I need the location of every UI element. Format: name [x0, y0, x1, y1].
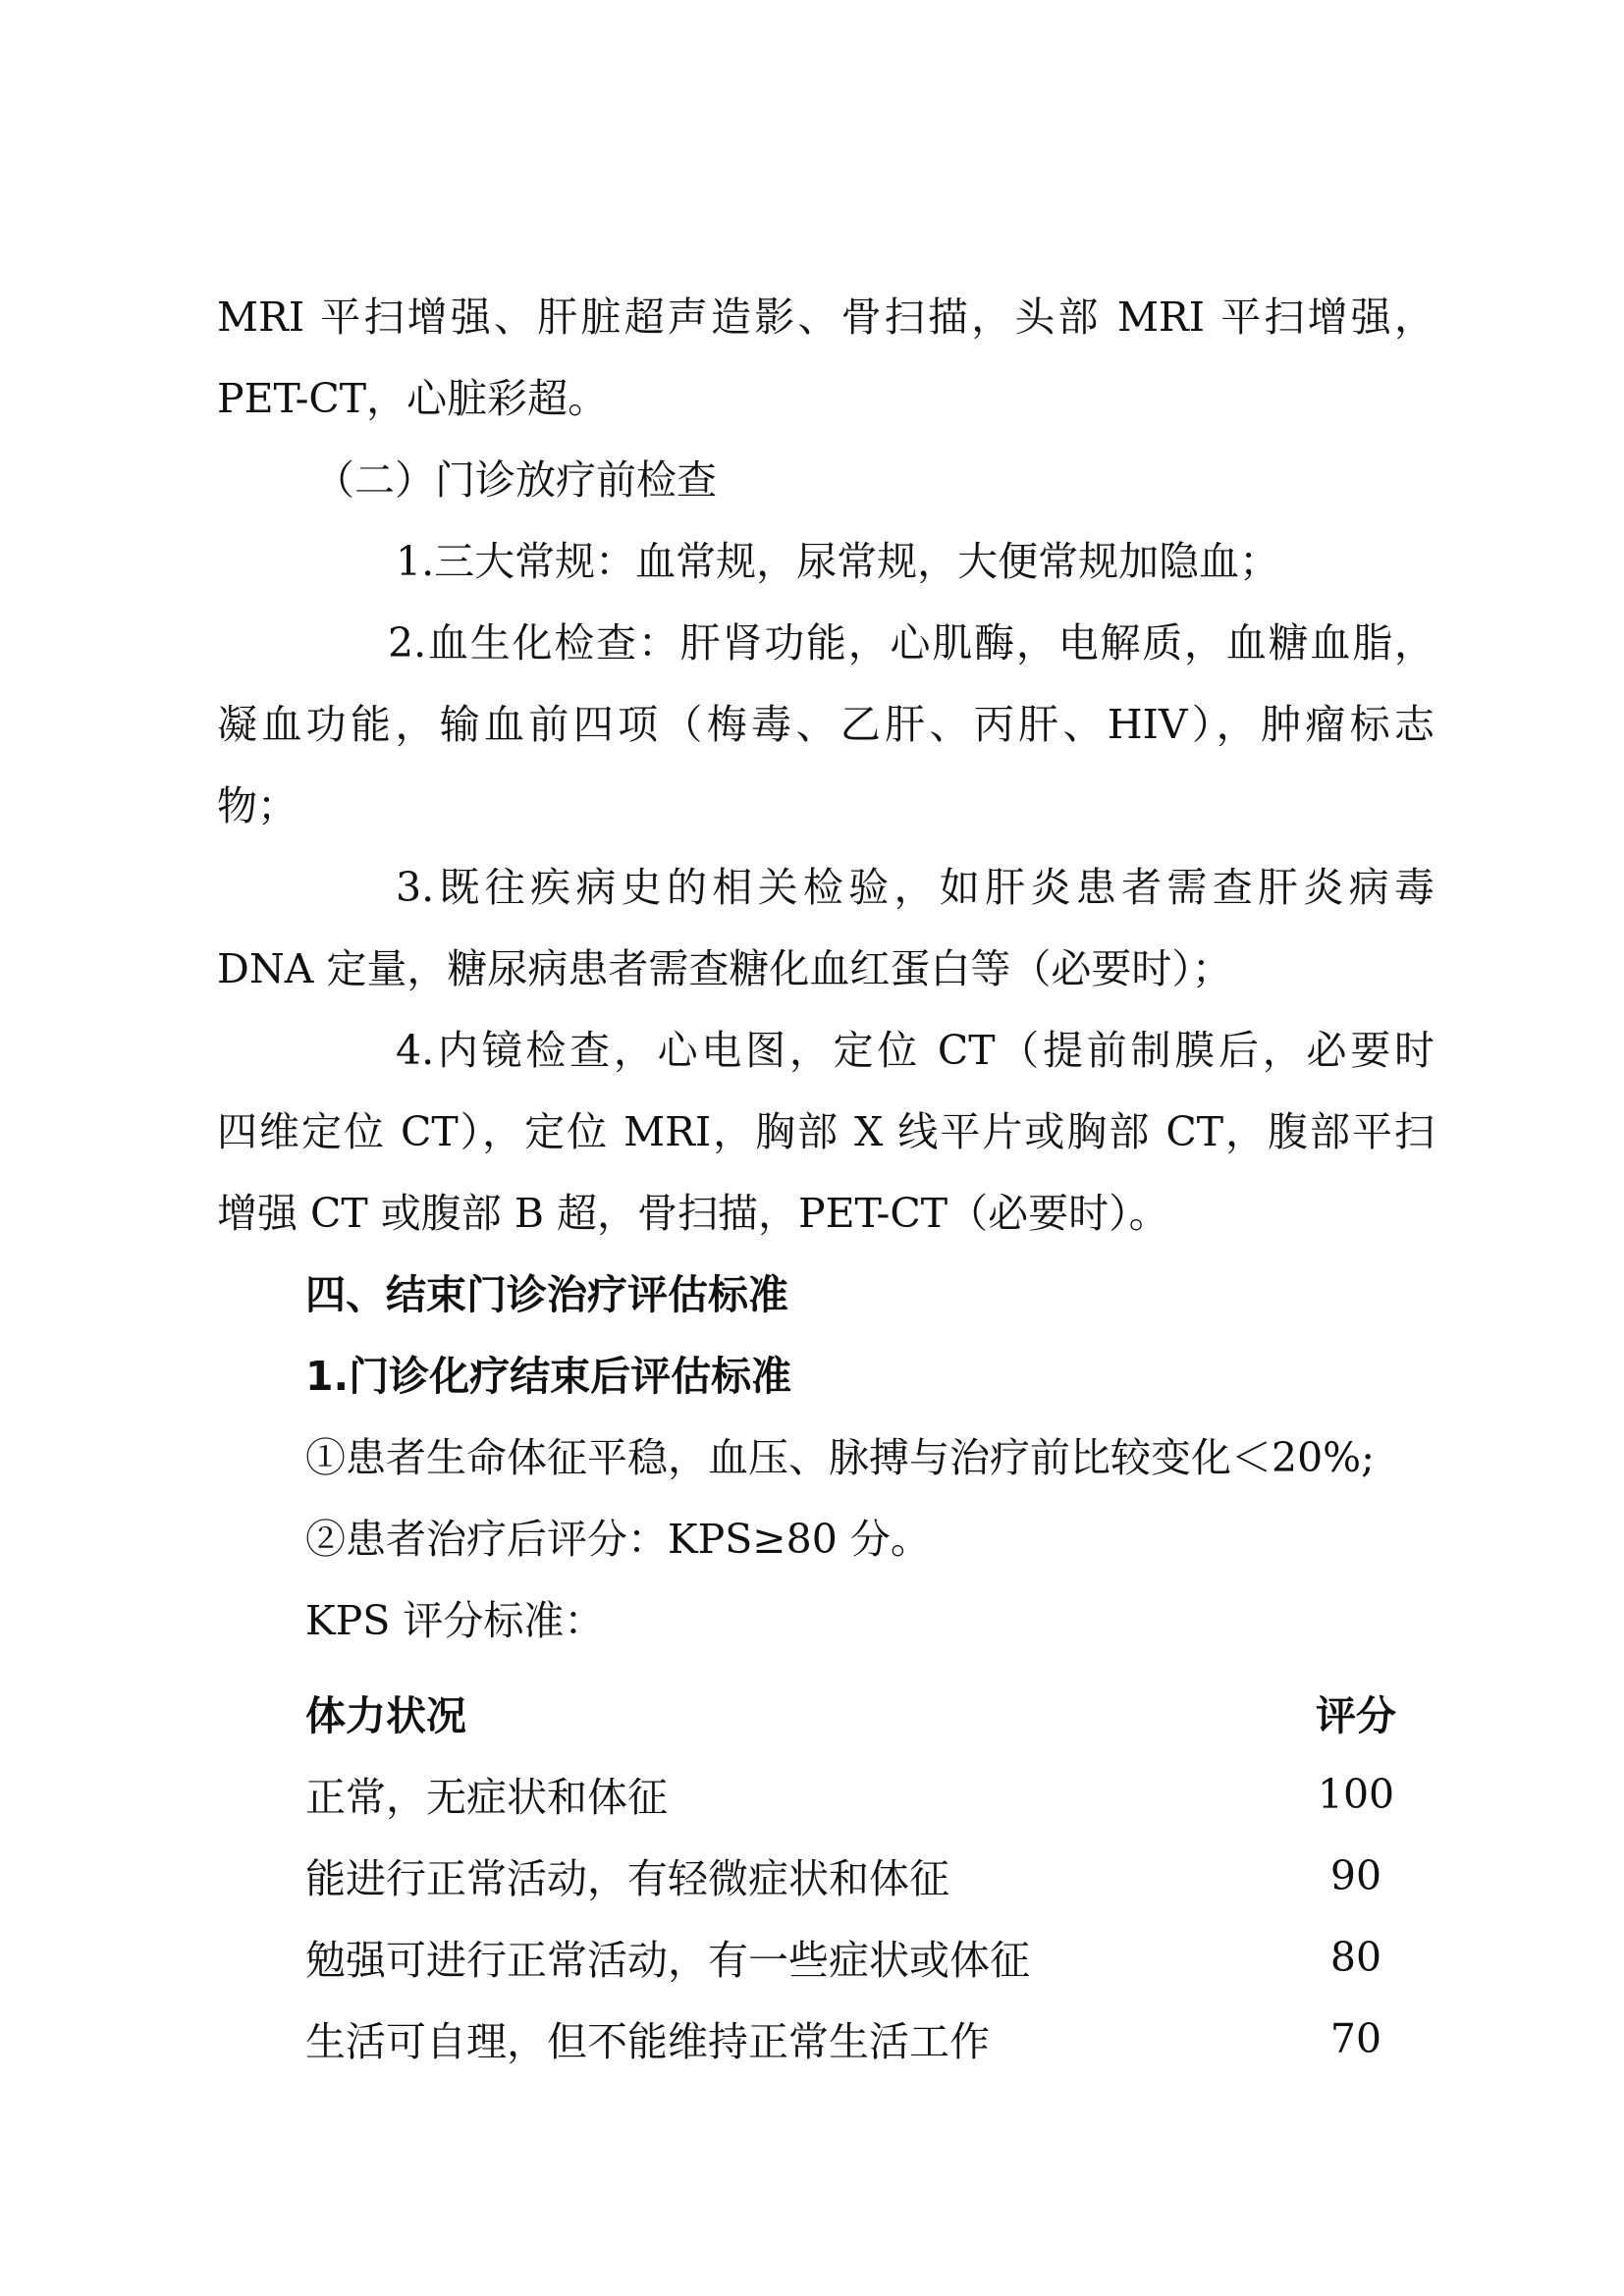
score-cell: 90: [1329, 1851, 1382, 1899]
subsection-title: （二）门诊放疗前检查: [314, 456, 717, 504]
kps-label: KPS 评分标准：: [305, 1597, 605, 1644]
table-row: [305, 1998, 1415, 2079]
paragraph-line: 四维定位 CT），定位 MRI，胸部 X 线平片或胸部 CT，腹部平扫: [217, 1108, 1435, 1155]
list-item: 1.三大常规：血常规，尿常规，大便常规加隐血；: [396, 538, 1280, 585]
status-cell: 生活可自理，但不能维持正常生活工作: [305, 2018, 990, 2065]
paragraph-line: DNA 定量，糖尿病患者需查糖化血红蛋白等（必要时）；: [217, 945, 1232, 992]
table-row: [305, 1753, 1415, 1835]
status-cell: 能进行正常活动，有轻微症状和体征: [305, 1855, 949, 1902]
score-cell: 70: [1329, 2014, 1382, 2062]
score-cell: 80: [1329, 1933, 1382, 1981]
table-header-row: [305, 1672, 1415, 1753]
list-item: 4.内镜检查，心电图，定位 CT（提前制膜后，必要时: [396, 1027, 1435, 1074]
paragraph-line: 物；: [217, 782, 298, 829]
paragraph-line: 增强 CT 或腹部 B 超，骨扫描，PET-CT（必要时）。: [217, 1190, 1169, 1237]
status-cell: 正常，无症状和体征: [305, 1774, 668, 1821]
table-row: [305, 1916, 1415, 1998]
score-cell: 100: [1317, 1770, 1395, 1818]
status-cell: 勉强可进行正常活动，有一些症状或体征: [305, 1937, 1030, 1984]
criterion-item: ①患者生命体征平稳，血压、脉搏与治疗前比较变化＜20%;: [305, 1434, 1375, 1481]
paragraph-line: PET-CT，心脏彩超。: [217, 375, 609, 422]
criterion-item: ②患者治疗后评分：KPS≥80 分。: [305, 1516, 931, 1563]
subsection-title: 1.门诊化疗结束后评估标准: [305, 1353, 792, 1400]
paragraph-line: 凝血功能，输血前四项（梅毒、乙肝、丙肝、HIV），肿瘤标志: [217, 701, 1435, 748]
section-title: 四、结束门诊治疗评估标准: [305, 1271, 788, 1318]
header-score: 评分: [1316, 1692, 1396, 1739]
kps-table: [305, 1672, 1415, 2079]
list-item: 3.既往疾病史的相关检验，如肝炎患者需查肝炎病毒: [396, 864, 1435, 911]
paragraph-line: MRI 平扫增强、肝脏超声造影、骨扫描，头部 MRI 平扫增强，: [217, 294, 1435, 341]
header-status: 体力状况: [305, 1692, 466, 1739]
list-item: 2.血生化检查：肝肾功能，心肌酶，电解质，血糖血脂，: [388, 619, 1435, 667]
table-row: [305, 1835, 1415, 1916]
